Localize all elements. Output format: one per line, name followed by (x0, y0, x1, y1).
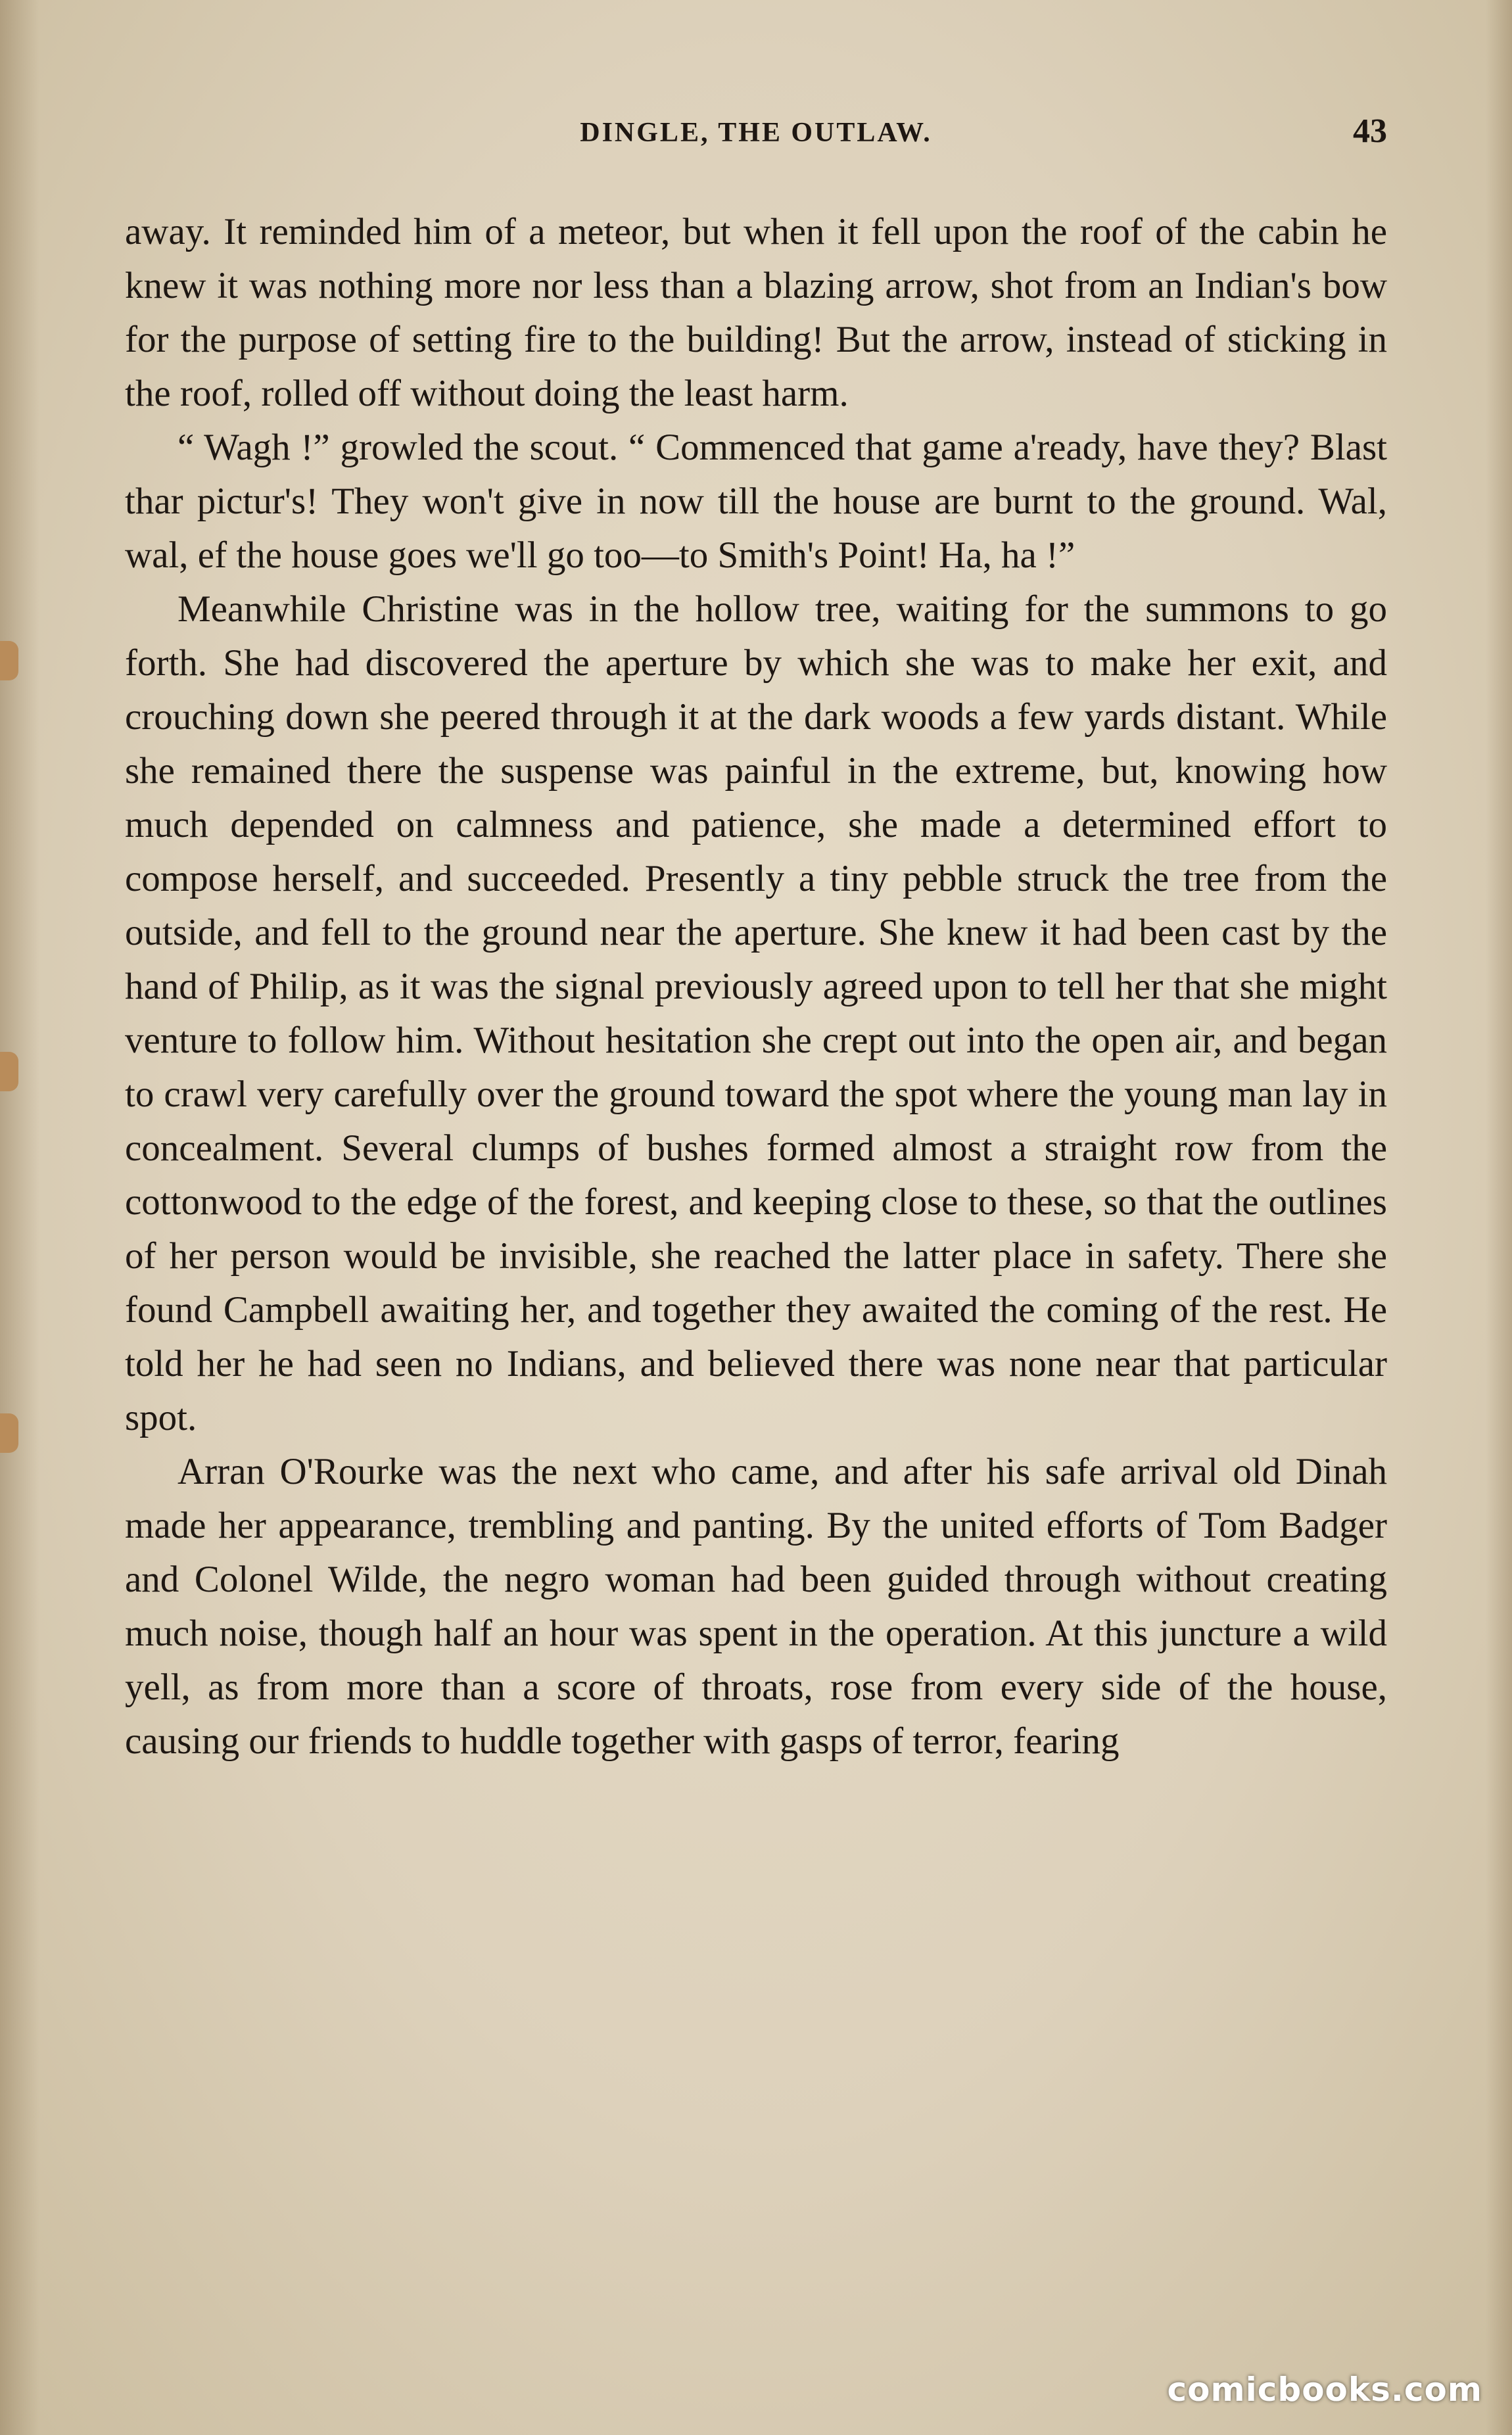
body-text (125, 205, 1387, 1768)
running-title: DINGLE, THE OUTLAW. (580, 118, 932, 148)
paragraph-4: Arran O'Rourke was the next who came, and after his safe arrival old Dinah made her appearance, trembling and panting. By the united efforts of Tom Badger and Colonel Wilde, the negro woman had been guided through without creating much noise, though half an hour was spent in the operation. At this juncture a wild yell, as from more than a score of throats, rose from every side of the house, causing our friends to huddle together with gasps of terror, fearing (125, 1451, 1387, 1762)
watermark-text: comicbooks.com (1167, 2371, 1482, 2409)
left-page-shadow (0, 0, 39, 2435)
page-edge-mark (0, 641, 18, 680)
page-header (125, 112, 1387, 164)
page-number: 43 (1353, 112, 1387, 150)
page-edge-mark (0, 1052, 18, 1091)
page-edge-mark (0, 1413, 18, 1453)
paragraph-2: “ Wagh !” growled the scout. “ Commenced that game a'ready, have they? Blast thar pictur's! They won't give in now till the house are burnt to the ground. Wal, wal, ef the house goes we'll go too—to Smith's Point! Ha, ha !” (125, 427, 1387, 576)
paragraph-3: Meanwhile Christine was in the hollow tree, waiting for the summons to go forth. She had discovered the aperture by which she was to make her exit, and crouching down she peered through it at the dark woods a few yards distant. While she remained there the suspense was painful in the extreme, but, knowing how much depended on calmness and patience, she made a determined effort to compose herself, and succeeded. Presently a tiny pebble struck the tree from the outside, and fell to the ground near the aperture. She knew it had been cast by the hand of Philip, as it was the signal previously agreed upon to tell her that she might venture to follow him. Without hesitation she crept out into the open air, and began to crawl very carefully over the ground toward the spot where the young man lay in concealment. Several clumps of bushes formed almost a straight row from the cottonwood to the edge of the forest, and keeping close to these, so that the outlines of her person would be invisible, she reached the latter place in safety. There she found Campbell awaiting her, and together they awaited the coming of the rest. He told her he had seen no Indians, and believed there was none near that particular spot. (125, 588, 1387, 1438)
paragraph-1: away. It reminded him of a meteor, but when it fell upon the roof of the cabin he knew it was nothing more nor less than a blazing arrow, shot from an Indian's bow for the purpose of setting fire to the building! But the arrow, instead of sticking in the roof, rolled off without doing the least harm. (125, 211, 1387, 414)
right-page-shadow (1486, 0, 1512, 2435)
